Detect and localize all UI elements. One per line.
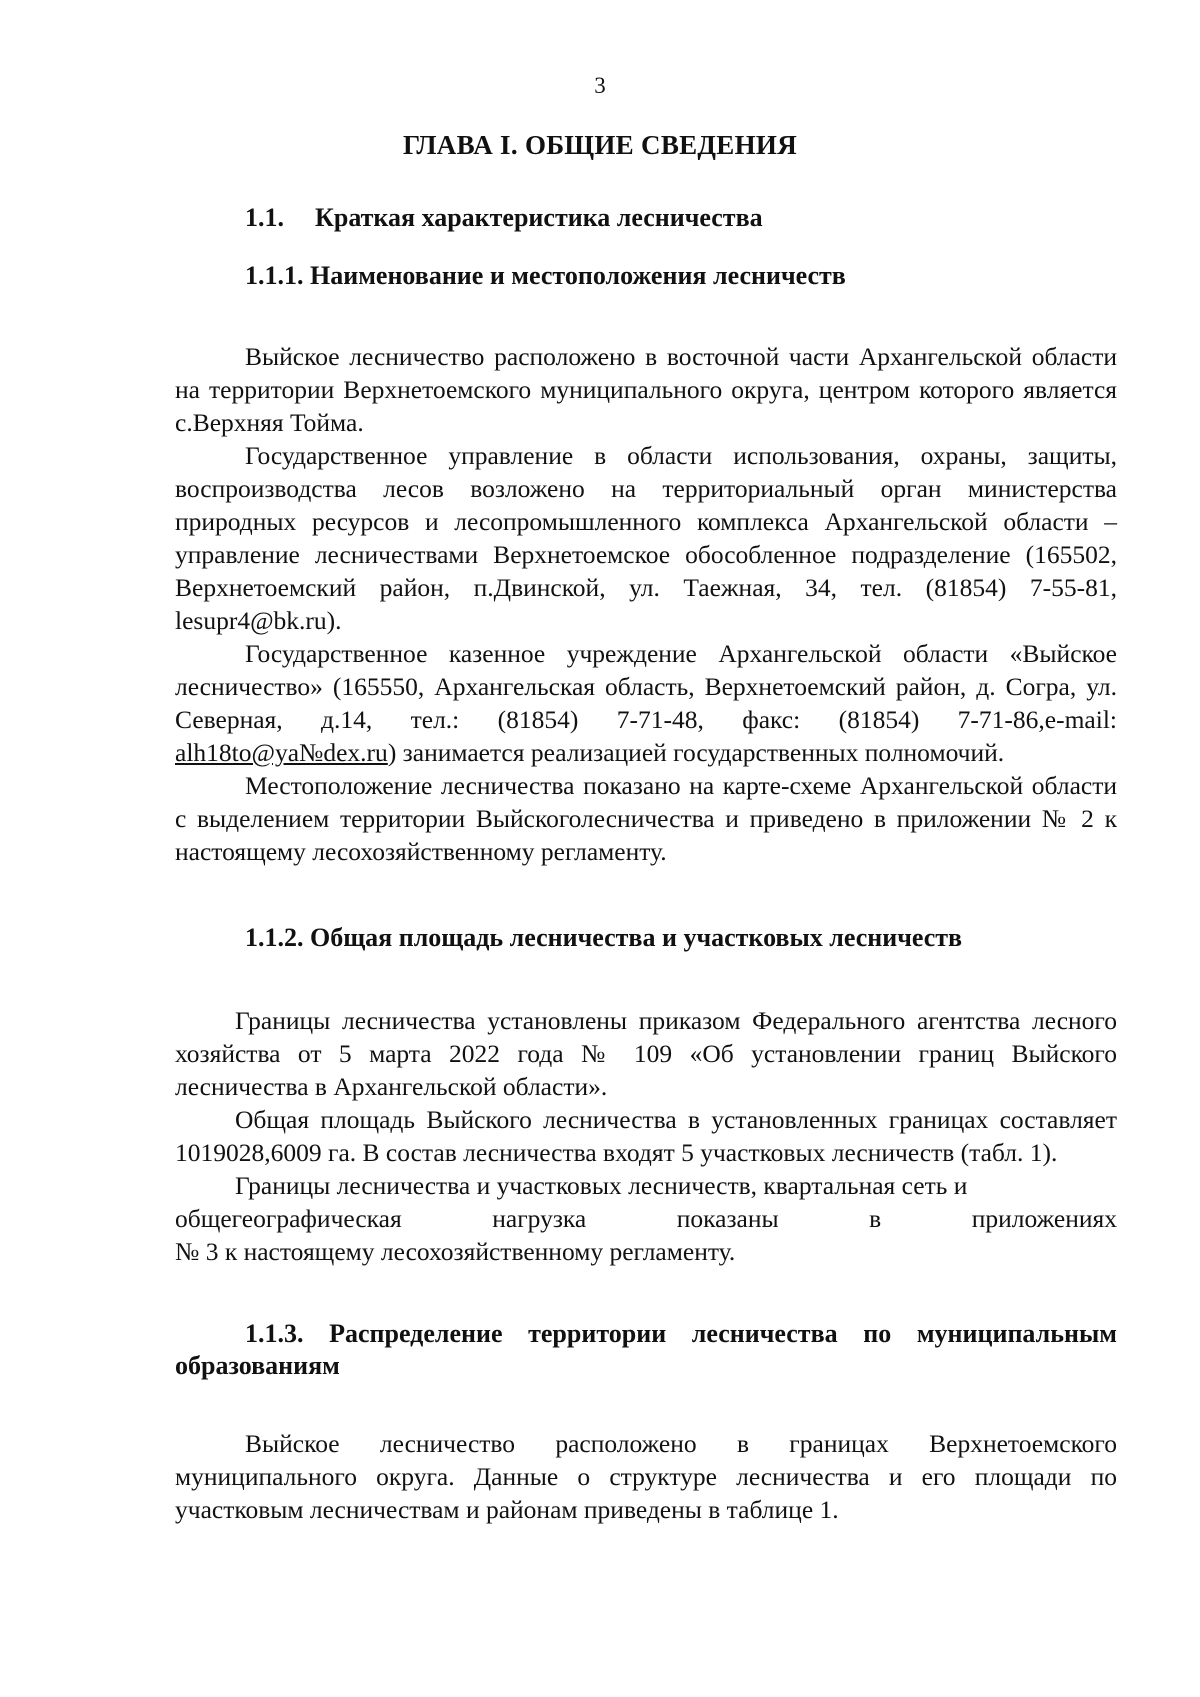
- section-heading-1-1: [245, 202, 763, 234]
- paragraph: Границы лесничества и участковых лесничеств, квартальная сеть и: [235, 1171, 968, 1200]
- section-title-line: 1.1.3. Распределение территории лесничества по муниципальным: [245, 1319, 1117, 1348]
- section-title: Краткая характеристика лесничества: [315, 203, 763, 232]
- paragraph: Границы лесничества установлены приказом Федерального агентства лесного хозяйства от 5 марта 2022 года № 109 «Об установлении границ Выйского лесничества в Архангельской области».: [175, 1006, 1117, 1101]
- paragraph: Местоположение лесничества показано на карте-схеме Архангельской области с выделением территории Выйскоголесничества и приведено в приложении № 2 к настоящему лесохозяйственному регламенту.: [175, 771, 1117, 866]
- section-heading-1-1-2: 1.1.2. Общая площадь лесничества и участковых лесничеств: [245, 923, 963, 952]
- paragraph-line: общегеографическая нагрузка показаны в приложениях: [175, 1204, 1117, 1233]
- paragraph: Общая площадь Выйского лесничества в установленных границах составляет 1019028,6009 га. В состав лесничества входят 5 участковых лесничеств (табл. 1).: [175, 1105, 1117, 1167]
- section-heading-1-1-1: 1.1.1. Наименование и местоположения лесничеств: [245, 261, 846, 290]
- paragraph-text: Государственное казенное учреждение Архангельской области «Выйское лесничество» (165550, Архангельская область, Верхнетоемский район, д. Согра, ул. Северная, д.14, тел.: (81854) 7-71-48, факс: (81854) 7-71-86,e-mail:: [175, 639, 1117, 734]
- page-number: 3: [594, 73, 606, 98]
- section-number: 1.1.: [245, 203, 284, 232]
- paragraph-line: № 3 к настоящему лесохозяйственному регламенту.: [175, 1237, 736, 1266]
- paragraph-text: ) занимается реализацией государственных полномочий.: [387, 738, 1005, 767]
- section-1-1-3-body: [175, 1427, 1117, 1526]
- paragraph: Выйское лесничество расположено в границах Верхнетоемского муниципального округа. Данные о структуре лесничества и его площади по участковым лесничествам и районам приведены в таблице 1.: [175, 1429, 1117, 1524]
- section-title-line: образованиям: [175, 1351, 340, 1380]
- paragraph: Государственное управление в области использования, охраны, защиты, воспроизводства лесов возложено на территориальный орган министерства природных ресурсов и лесопромышленного комплекса Архангельской области – управление лесничествами Верхнетоемское обособленное подразделение (165502, Верхнетоемский район, п.Двинской, ул. Таежная, 34, тел. (81854) 7-55-81, lesupr4@bk.ru).: [175, 441, 1117, 635]
- paragraph: [175, 637, 1117, 769]
- chapter-title: ГЛАВА I. ОБЩИЕ СВЕДЕНИЯ: [402, 130, 798, 160]
- section-heading-1-1-3: [175, 1318, 1117, 1382]
- email-link[interactable]: alh18to@ya№dex.ru: [175, 738, 388, 767]
- paragraph: Выйское лесничество расположено в восточной части Архангельской области на территории Верхнетоемского муниципального округа, центром которого является с.Верхняя Тойма.: [175, 342, 1117, 437]
- section-1-1-1-body: [175, 340, 1117, 868]
- section-1-1-2-body: [175, 1004, 1117, 1268]
